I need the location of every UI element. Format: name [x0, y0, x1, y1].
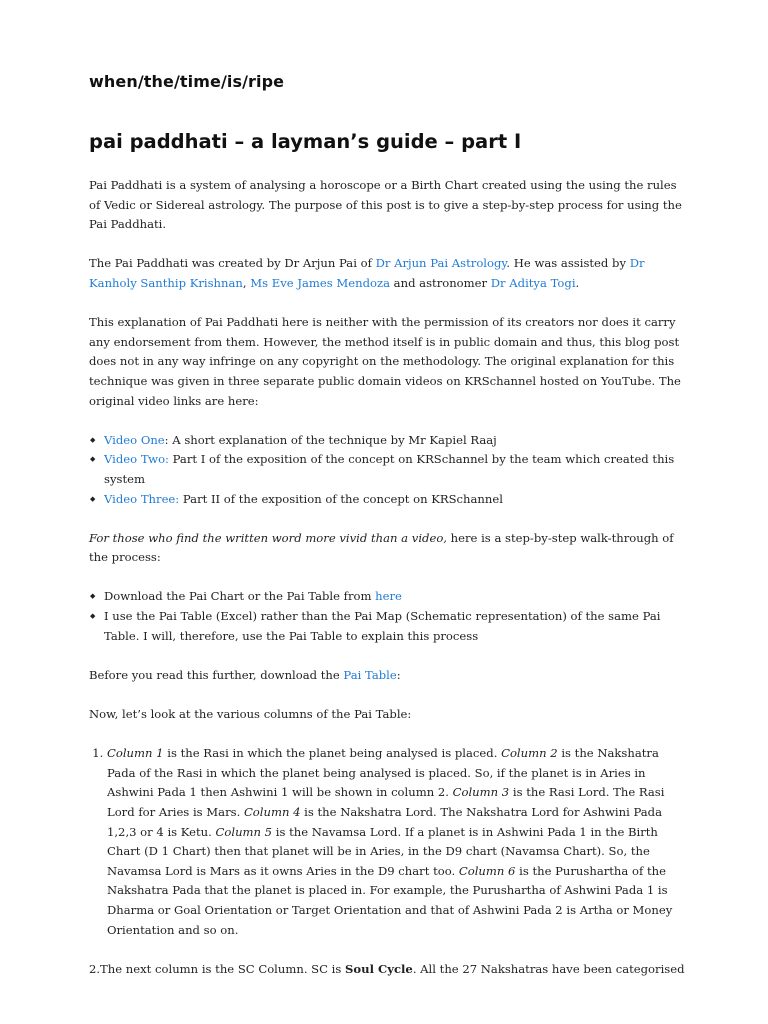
list-item	[104, 587, 685, 607]
dr-aditya-togi-link[interactable]: Dr Aditya Togi	[490, 275, 576, 290]
column-text: is the Nakshatra Lord. The Nakshatra Lord for Ashwini Pada 1,2,3 or 4 is Ketu.	[107, 805, 663, 839]
post-title: pai paddhati – a layman’s guide – part I	[89, 130, 522, 153]
column-text: is the Rasi in which the planet being analysed is placed.	[163, 746, 502, 761]
video-three-link[interactable]: Video Three:	[104, 491, 180, 506]
list-item	[104, 431, 685, 451]
download-step-text: Download the Pai Chart or the Pai Table from	[104, 589, 376, 604]
list-item	[107, 744, 685, 940]
column-label: Column 5	[215, 824, 273, 839]
intro-paragraph: Pai Paddhati is a system of analysing a horoscope or a Birth Chart created using the using the rules of Vedic or Sidereal astrology. The purpose of this post is to give a step-by-step process for using the Pai Paddhati.	[89, 178, 682, 232]
pai-table-step-text: I use the Pai Table (Excel) rather than the Pai Map (Schematic representation) of the same Pai Table. I will, therefore, use the Pai Table to explain this process	[104, 609, 661, 643]
column-text: is the Navamsa Lord. If a planet is in Ashwini Pada 1 in the Birth Chart (D 1 Chart) then that planet will be in Aries, in the D9 chart (Navamsa Chart). So, the Navamsa Lord is Mars as it owns Aries in the D9 chart too.	[107, 824, 658, 878]
video-description: : A short explanation of the technique by Mr Kapiel Raaj	[164, 432, 497, 447]
column-label: Column 3	[452, 785, 510, 800]
here-link[interactable]: here	[375, 589, 402, 604]
creators-text: .	[575, 275, 580, 290]
video-list	[89, 431, 685, 509]
soul-cycle-text: 2.The next column is the SC Column. SC is	[89, 961, 346, 976]
ms-eve-james-mendoza-link[interactable]: Ms Eve James Mendoza	[250, 275, 390, 290]
column-label: Column 2	[501, 746, 558, 761]
video-description: Part I of the exposition of the concept on KRSchannel by the team which created this system	[104, 452, 675, 486]
list-item	[104, 490, 685, 510]
creators-text: . He was assisted by	[506, 256, 630, 271]
column-text: is the Nakshatra Pada of the Rasi in which the planet being analysed is placed. So, if the planet is in Aries in Ashwini Pada 1 then Ashwini 1 will be shown in column 2.	[107, 746, 659, 800]
soul-cycle-text: . All the 27 Nakshatras have been categorised	[412, 961, 685, 976]
column-label: Column 6	[458, 863, 516, 878]
video-one-link[interactable]: Video One	[104, 432, 165, 447]
video-two-link[interactable]: Video Two:	[104, 452, 169, 467]
post-content	[89, 176, 685, 999]
site-title[interactable]: when/the/time/is/ripe	[89, 72, 285, 91]
columns-intro-paragraph: Now, let’s look at the various columns of the Pai Table:	[89, 707, 412, 722]
creators-text: The Pai Paddhati was created by Dr Arjun Pai of	[89, 256, 376, 271]
column-label: Column 1	[107, 746, 164, 761]
pai-table-link[interactable]: Pai Table	[343, 667, 397, 682]
walkthrough-text: here is a step-by-step walk-through of the process:	[89, 530, 674, 565]
creators-text: ,	[242, 275, 251, 290]
column-label: Column 4	[243, 805, 301, 819]
video-description: Part II of the exposition of the concept on KRSchannel	[179, 491, 503, 506]
column-text: is the Purushartha of the Nakshatra Pada that the planet is placed in. For example, the Purushartha of Ashwini Pada 1 is Dharma or Goal Orientation or Target Orientation and that of Ashwini Pada 2 is Artha or Money Orientation and so on.	[107, 863, 673, 937]
soul-cycle-paragraph	[89, 960, 685, 980]
dr-arjun-pai-astrology-link[interactable]: Dr Arjun Pai Astrology	[375, 256, 507, 271]
columns-list	[89, 744, 685, 940]
soul-cycle-bold: Soul Cycle	[345, 961, 413, 976]
creators-paragraph	[89, 254, 685, 293]
creators-text: and astronomer	[390, 275, 491, 290]
download-text: Before you read this further, download the	[89, 667, 344, 682]
column-text: is the Rasi Lord. The Rasi Lord for Aries is Mars.	[107, 785, 665, 819]
walkthrough-paragraph	[89, 529, 685, 568]
walkthrough-emphasis: For those who find the written word more vivid than a video,	[89, 530, 447, 545]
download-paragraph	[89, 666, 685, 686]
download-end: :	[396, 667, 401, 682]
disclaimer-paragraph: This explanation of Pai Paddhati here is neither with the permission of its creators nor does it carry any endorsement from them. However, the method itself is in public domain and thus, this blog post does not in any way infringe on any copyright on the methodology. The original explanation for this technique was given in three separate public domain videos on KRSchannel hosted on YouTube. The original video links are here:	[89, 315, 681, 408]
list-item	[104, 607, 685, 646]
list-item	[104, 450, 685, 489]
steps-list	[89, 587, 685, 646]
dr-kanholy-santhip-krishnan-link[interactable]: Dr Kanholy Santhip Krishnan	[89, 256, 645, 290]
